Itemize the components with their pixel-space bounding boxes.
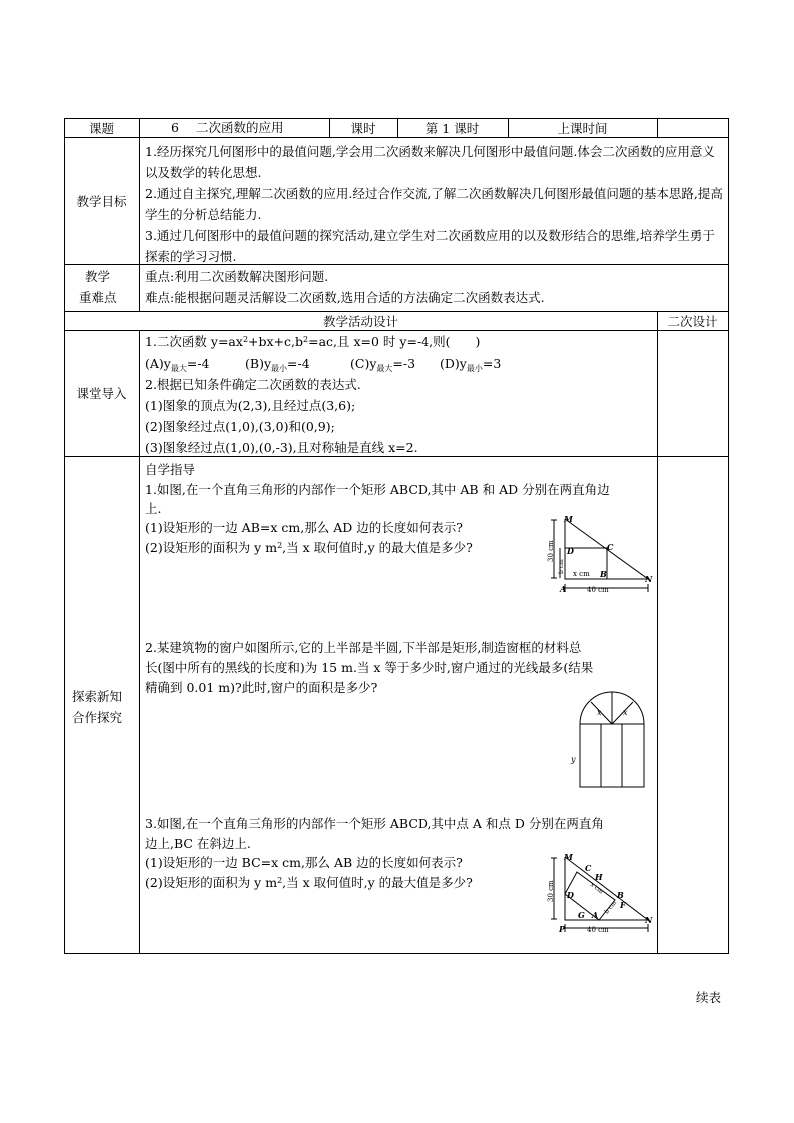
guide-title: 自学指导 (145, 462, 196, 477)
objective-3: 3.通过几何图形中的最值问题的探究活动,建立学生对二次函数应用的以及数形结合的思维,培养学生勇于探索的学习习惯. (145, 228, 715, 264)
class-time-label: 上课时间 (557, 120, 608, 136)
keypoints-label-line1: 教学 (85, 269, 111, 284)
problem-3-q1: (1)设矩形的一边 BC=x cm,那么 AB 边的长度如何表示? (145, 855, 463, 870)
intro-option-a: $(A)y_{最大}=-4$ (145, 356, 210, 373)
intro-q2-item-2: (2)图象经过点(1,0),(3,0)和(0,9); (145, 419, 335, 434)
fig3-label-x: x cm (588, 881, 605, 896)
activity-design-label: 教学活动设计 (322, 313, 398, 329)
fig1-label-d: D (567, 546, 574, 556)
intro-option-d: $(D)y_{最小}=3$ (440, 356, 502, 373)
key-point: 重点:利用二次函数解决图形问题. (145, 269, 329, 284)
explore-label-line2: 合作探究 (72, 710, 123, 725)
problem-2-line-1: 2.某建筑物的窗户如图所示,它的上半部是半圆,下半部是矩形,制造窗框的材料总 (145, 640, 582, 655)
topic-number: 6 (171, 120, 179, 135)
figure-1-right-triangle (545, 514, 657, 596)
problem-1-q2: (2)设矩形的面积为 y $m^2$,当 x 取何值时,y 的最大值是多少? (145, 540, 473, 555)
fig3-label-n: N (645, 915, 653, 925)
second-design-label: 二次设计 (667, 313, 718, 329)
explore-label-line1: 探索新知 (72, 689, 123, 704)
objective-1: 1.经历探究几何图形中的最值问题,学会用二次函数来解决几何图形中最值问题.体会二次函数的应用意义以及数学的转化思想. (145, 144, 715, 180)
fig3-label-b: B (617, 890, 624, 900)
fig3-label-m: M (564, 852, 573, 862)
fig3-label-30: 30 cm (547, 880, 555, 902)
intro-option-c: $(C)y_{最大}=-3$ (350, 356, 416, 373)
problem-3-q2: (2)设矩形的面积为 y $m^2$,当 x 取何值时,y 的最大值是多少? (145, 875, 473, 890)
fig2-label-y: y (571, 755, 576, 764)
problem-1-line-1: 1.如图,在一个直角三角形的内部作一个矩形 ABCD,其中 AB 和 AD 分别在两直角边 (145, 482, 610, 497)
fig2-label-x-right: x (623, 708, 628, 717)
topic-title: 二次函数的应用 (196, 120, 284, 135)
fig1-label-b: B (600, 569, 607, 579)
fig1-label-40: 40 cm (587, 586, 609, 594)
problem-2-line-2: 长(图中所有的黑线的长度和)为 15 m.当 x 等于多少时,窗户通过的光线最多(结果 (145, 660, 594, 675)
fig1-label-a: A (560, 584, 567, 594)
intro-q2-item-3: (3)图象经过点(1,0),(0,-3),且对称轴是直线 x=2. (145, 440, 418, 455)
intro-q2: 2.根据已知条件确定二次函数的表达式. (145, 377, 361, 392)
keypoints-label-line2: 重难点 (79, 290, 117, 305)
intro-option-b: $(B)y_{最小}=-4$ (245, 356, 310, 373)
problem-2-line-3: 精确到 0.01 m)?此时,窗户的面积是多少? (145, 680, 378, 695)
objective-2: 2.通过自主探究,理解二次函数的应用.经过合作交流,了解二次函数解决几何图形最值问题的基本思路,提高学生的分析总结能力. (145, 186, 723, 222)
fig3-label-d: D (567, 890, 574, 900)
fig3-label-g: G (578, 910, 585, 920)
fig1-label-30: 30 cm (547, 540, 555, 562)
fig3-label-f: F (620, 900, 626, 910)
fig1-label-m: M (564, 514, 573, 524)
period-value: 第 1 课时 (425, 120, 480, 136)
objectives-label: 教学目标 (76, 193, 127, 209)
class-time-value (657, 118, 728, 137)
intro-label: 课堂导入 (76, 386, 127, 401)
fig2-label-x-left: x (597, 708, 602, 717)
fig3-label-40: 40 cm (587, 926, 609, 934)
fig3-label-bcm: b cm (603, 899, 619, 916)
fig1-label-bcm: b cm (558, 559, 565, 574)
intro-q1: 1.二次函数 $y=ax^2+bx+c,b^2=ac$,且 x=0 时 y=-4,则( ) (145, 334, 481, 349)
problem-3-line-2: 边上,BC 在斜边上. (145, 836, 251, 851)
fig3-label-c: C (585, 863, 592, 873)
problem-1-line-2: 上. (145, 501, 162, 516)
difficulty-point: 难点:能根据问题灵活解设二次函数,选用合适的方法确定二次函数表达式. (145, 290, 545, 305)
intro-q2-item-1: (1)图象的顶点为(2,3),且经过点(3,6); (145, 398, 356, 413)
problem-1-q1: (1)设矩形的一边 AB=x cm,那么 AD 边的长度如何表示? (145, 520, 463, 535)
fig3-label-h: H (595, 872, 603, 882)
topic-label: 课题 (88, 120, 114, 136)
fig1-label-n: N (645, 574, 653, 584)
figure-2-window (565, 682, 657, 790)
figure-3-right-triangle (545, 852, 657, 934)
fig3-label-a: A (592, 910, 599, 920)
period-label: 课时 (350, 120, 376, 136)
problem-3-line-1: 3.如图,在一个直角三角形的内部作一个矩形 ABCD,其中点 A 和点 D 分别在两直角 (145, 816, 604, 831)
fig1-label-x: x cm (573, 570, 590, 578)
fig1-label-c: C (607, 542, 614, 552)
continued-label: 续表 (696, 990, 722, 1005)
fig3-label-p: P (559, 924, 566, 934)
